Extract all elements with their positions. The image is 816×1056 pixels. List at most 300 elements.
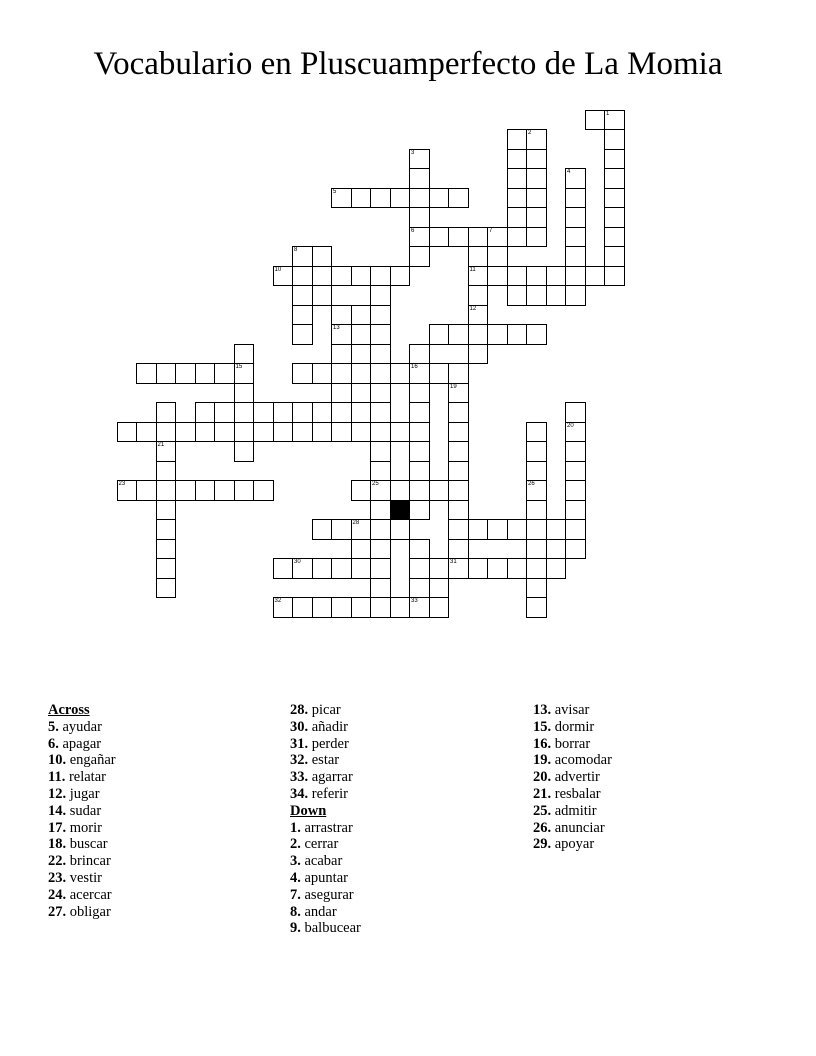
grid-cell[interactable]	[409, 597, 430, 618]
grid-cell[interactable]	[448, 539, 469, 560]
grid-cell[interactable]	[234, 422, 255, 443]
grid-cell[interactable]	[390, 519, 411, 540]
clue-down-item	[533, 752, 612, 769]
grid-cell[interactable]	[156, 402, 177, 423]
grid-cell[interactable]	[409, 402, 430, 423]
clue-text: estar	[311, 752, 340, 769]
cell-number: 15	[235, 364, 243, 370]
clue-number: 9.	[290, 920, 301, 937]
grid-cell[interactable]	[546, 266, 567, 287]
grid-cell[interactable]	[604, 110, 625, 131]
clue-number: 27.	[48, 903, 67, 920]
cell-number: 23	[118, 481, 126, 487]
grid-cell[interactable]	[468, 285, 489, 306]
clue-across-item	[48, 803, 116, 820]
grid-cell[interactable]	[448, 383, 469, 404]
grid-cell[interactable]	[565, 519, 586, 540]
grid-cell[interactable]	[507, 188, 528, 209]
clue-text: asegurar	[304, 886, 354, 903]
cell-number: 1	[606, 110, 610, 117]
grid-cell[interactable]	[429, 558, 450, 579]
clue-number: 13.	[533, 702, 552, 718]
grid-cell[interactable]	[370, 461, 391, 482]
grid-cell[interactable]	[448, 227, 469, 248]
cell-number: 32	[274, 598, 282, 604]
grid-cell[interactable]	[253, 422, 274, 443]
grid-cell[interactable]	[565, 285, 586, 306]
grid-cell[interactable]	[409, 383, 430, 404]
grid-cell[interactable]	[331, 188, 352, 209]
clue-text: resbalar	[554, 785, 601, 802]
grid-cell[interactable]	[234, 383, 255, 404]
grid-cell[interactable]	[214, 402, 235, 423]
grid-cell[interactable]	[156, 422, 177, 443]
grid-cell[interactable]	[370, 558, 391, 579]
clue-number: 8.	[290, 903, 301, 920]
cell-number: 6	[411, 227, 415, 234]
grid-cell[interactable]	[331, 324, 352, 345]
clue-text: ayudar	[62, 718, 102, 735]
grid-cell[interactable]	[292, 597, 313, 618]
grid-cell[interactable]	[526, 441, 547, 462]
cell-number: 33	[411, 598, 418, 604]
grid-cell[interactable]	[565, 266, 586, 287]
grid-cell[interactable]	[175, 480, 196, 501]
grid-cell[interactable]	[448, 324, 469, 345]
grid-cell[interactable]	[312, 558, 333, 579]
grid-cell[interactable]	[526, 207, 547, 228]
grid-cell[interactable]	[507, 149, 528, 170]
grid-cell[interactable]	[331, 519, 352, 540]
grid-cell[interactable]	[448, 422, 469, 443]
grid-cell[interactable]	[468, 324, 489, 345]
grid-cell[interactable]	[370, 441, 391, 462]
grid-cell[interactable]	[370, 266, 391, 287]
grid-cell[interactable]	[526, 578, 547, 599]
grid-cell[interactable]	[292, 422, 313, 443]
grid-cell[interactable]	[175, 422, 196, 443]
grid-cell[interactable]	[292, 285, 313, 306]
grid-cell[interactable]	[409, 207, 430, 228]
grid-cell[interactable]	[156, 480, 177, 501]
grid-cell[interactable]	[117, 480, 138, 501]
grid-cell[interactable]	[214, 480, 235, 501]
grid-cell[interactable]	[331, 363, 352, 384]
grid-cell[interactable]	[312, 597, 333, 618]
grid-cell[interactable]	[253, 402, 274, 423]
grid-cell[interactable]	[156, 558, 177, 579]
grid-cell[interactable]	[370, 519, 391, 540]
clue-text: apuntar	[304, 869, 348, 886]
grid-cell[interactable]	[351, 383, 372, 404]
clue-number: 7.	[290, 886, 301, 903]
grid-cell[interactable]	[292, 402, 313, 423]
grid-cell[interactable]	[195, 480, 216, 501]
grid-cell[interactable]	[156, 578, 177, 599]
grid-cell[interactable]	[565, 402, 586, 423]
grid-cell[interactable]	[370, 539, 391, 560]
clue-number: 12.	[48, 785, 67, 802]
grid-cell[interactable]	[331, 305, 352, 326]
grid-cell[interactable]	[468, 344, 489, 365]
clue-number: 17.	[48, 819, 67, 836]
clue-down-item	[290, 887, 361, 904]
clue-text: acomodar	[554, 752, 612, 769]
clue-across-item	[48, 870, 116, 887]
clue-text: agarrar	[311, 769, 353, 786]
clue-text: obligar	[69, 903, 111, 920]
grid-cell[interactable]	[331, 383, 352, 404]
grid-cell[interactable]	[585, 110, 606, 131]
grid-cell[interactable]	[429, 363, 450, 384]
grid-cell[interactable]	[390, 363, 411, 384]
grid-cell[interactable]	[351, 188, 372, 209]
grid-cell[interactable]	[468, 305, 489, 326]
grid-cell[interactable]	[448, 519, 469, 540]
grid-cell[interactable]	[507, 227, 528, 248]
grid-cell[interactable]	[370, 500, 391, 521]
grid-cell[interactable]	[468, 246, 489, 267]
grid-cell[interactable]	[429, 597, 450, 618]
grid-cell[interactable]	[409, 539, 430, 560]
grid-cell[interactable]	[117, 422, 138, 443]
grid-cell[interactable]	[370, 305, 391, 326]
grid-cell[interactable]	[253, 480, 274, 501]
grid-cell[interactable]	[429, 227, 450, 248]
grid-cell[interactable]	[507, 285, 528, 306]
grid-cell[interactable]	[409, 500, 430, 521]
clue-across-item	[48, 836, 116, 853]
grid-cell[interactable]	[195, 422, 216, 443]
grid-cell[interactable]	[409, 344, 430, 365]
grid-cell[interactable]	[351, 597, 372, 618]
grid-cell[interactable]	[370, 363, 391, 384]
clue-number: 32.	[290, 752, 309, 769]
grid-cell[interactable]	[448, 480, 469, 501]
clue-number: 29.	[533, 836, 552, 853]
clue-number: 18.	[48, 836, 67, 853]
grid-cell[interactable]	[565, 246, 586, 267]
grid-cell[interactable]	[487, 519, 508, 540]
grid-cell[interactable]	[604, 168, 625, 189]
clue-down-item	[290, 904, 361, 921]
grid-cell[interactable]	[526, 324, 547, 345]
clue-number: 14.	[48, 802, 67, 819]
grid-cell[interactable]	[195, 402, 216, 423]
grid-cell[interactable]	[526, 227, 547, 248]
clue-number: 6.	[48, 735, 59, 752]
grid-cell[interactable]	[312, 285, 333, 306]
grid-cell[interactable]	[565, 207, 586, 228]
clue-down-item	[533, 719, 612, 736]
grid-cell[interactable]	[526, 539, 547, 560]
grid-cell[interactable]	[429, 188, 450, 209]
grid-cell[interactable]	[468, 558, 489, 579]
grid-cell[interactable]	[370, 383, 391, 404]
grid-cell[interactable]	[331, 344, 352, 365]
grid-cell[interactable]	[565, 539, 586, 560]
grid-cell[interactable]	[409, 168, 430, 189]
grid-cell[interactable]	[526, 266, 547, 287]
grid-cell[interactable]	[565, 422, 586, 443]
grid-cell[interactable]	[429, 480, 450, 501]
grid-cell[interactable]	[565, 227, 586, 248]
clue-number: 11.	[48, 769, 66, 786]
clue-text: buscar	[69, 836, 108, 853]
grid-cell[interactable]	[195, 363, 216, 384]
grid-cell[interactable]	[604, 227, 625, 248]
grid-cell[interactable]	[409, 363, 430, 384]
clue-number: 5.	[48, 718, 59, 735]
cell-number: 16	[411, 364, 418, 370]
cell-number: 20	[567, 422, 574, 429]
grid-cell[interactable]	[234, 480, 255, 501]
grid-cell[interactable]	[565, 480, 586, 501]
clue-number: 15.	[533, 718, 552, 735]
grid-cell[interactable]	[390, 422, 411, 443]
grid-cell[interactable]	[292, 324, 313, 345]
grid-cell[interactable]	[448, 500, 469, 521]
grid-cell[interactable]	[351, 324, 372, 345]
grid-cell[interactable]	[409, 422, 430, 443]
clue-number: 23.	[48, 869, 67, 886]
clue-text: cerrar	[304, 836, 339, 853]
grid-cell[interactable]	[312, 422, 333, 443]
grid-cell[interactable]	[351, 519, 372, 540]
grid-cell[interactable]	[273, 558, 294, 579]
grid-cell[interactable]	[546, 519, 567, 540]
grid-cell[interactable]	[292, 558, 313, 579]
clue-across-item	[290, 719, 361, 736]
grid-cell[interactable]	[234, 344, 255, 365]
clue-text: admitir	[554, 802, 597, 819]
grid-cell[interactable]	[331, 266, 352, 287]
clue-text: arrastrar	[304, 819, 353, 836]
grid-cell[interactable]	[273, 422, 294, 443]
clue-number: 21.	[533, 785, 552, 802]
grid-cell[interactable]	[409, 578, 430, 599]
grid-cell[interactable]	[370, 422, 391, 443]
grid-cell[interactable]	[565, 168, 586, 189]
grid-cell[interactable]	[136, 422, 157, 443]
clue-across-item	[48, 887, 116, 904]
grid-cell[interactable]	[273, 402, 294, 423]
grid-cell[interactable]	[565, 500, 586, 521]
cell-number: 7	[489, 227, 493, 234]
grid-cell[interactable]	[409, 480, 430, 501]
clue-across-item	[48, 736, 116, 753]
grid-cell[interactable]	[526, 519, 547, 540]
clue-text: balbucear	[304, 920, 361, 937]
grid-cell[interactable]	[409, 227, 430, 248]
grid-cell[interactable]	[448, 188, 469, 209]
grid-cell[interactable]	[526, 461, 547, 482]
grid-block	[390, 500, 411, 521]
grid-cell[interactable]	[370, 480, 391, 501]
grid-cell[interactable]	[565, 188, 586, 209]
grid-cell[interactable]	[448, 441, 469, 462]
grid-cell[interactable]	[507, 129, 528, 150]
grid-cell[interactable]	[604, 129, 625, 150]
clue-text: jugar	[69, 785, 100, 802]
grid-cell[interactable]	[351, 539, 372, 560]
clue-text: dormir	[554, 718, 595, 735]
grid-cell[interactable]	[390, 188, 411, 209]
clue-number: 24.	[48, 886, 67, 903]
clue-down-item	[533, 769, 612, 786]
grid-cell[interactable]	[409, 188, 430, 209]
grid-cell[interactable]	[448, 461, 469, 482]
grid-cell[interactable]	[487, 246, 508, 267]
grid-cell[interactable]	[429, 578, 450, 599]
cell-number: 10	[274, 266, 282, 273]
grid-cell[interactable]	[604, 266, 625, 287]
grid-cell[interactable]	[273, 597, 294, 618]
clue-number: 30.	[290, 718, 309, 735]
grid-cell[interactable]	[468, 227, 489, 248]
grid-cell[interactable]	[370, 285, 391, 306]
grid-cell[interactable]	[390, 480, 411, 501]
grid-cell[interactable]	[448, 558, 469, 579]
grid-cell[interactable]	[585, 266, 606, 287]
grid-cell[interactable]	[312, 363, 333, 384]
grid-cell[interactable]	[448, 402, 469, 423]
grid-cell[interactable]	[331, 402, 352, 423]
grid-cell[interactable]	[292, 363, 313, 384]
grid-cell[interactable]	[409, 461, 430, 482]
grid-cell[interactable]	[370, 578, 391, 599]
grid-cell[interactable]	[351, 422, 372, 443]
clue-down-item	[533, 702, 612, 719]
grid-cell[interactable]	[156, 500, 177, 521]
cell-number: 21	[157, 442, 165, 448]
grid-cell[interactable]	[312, 246, 333, 267]
grid-cell[interactable]	[604, 188, 625, 209]
grid-cell[interactable]	[136, 480, 157, 501]
grid-cell[interactable]	[507, 558, 528, 579]
grid-cell[interactable]	[312, 519, 333, 540]
grid-cell[interactable]	[214, 422, 235, 443]
grid-cell[interactable]	[312, 266, 333, 287]
clue-text: apoyar	[554, 836, 595, 853]
grid-cell[interactable]	[175, 363, 196, 384]
grid-cell[interactable]	[351, 266, 372, 287]
grid-cell[interactable]	[234, 363, 255, 384]
grid-cell[interactable]	[565, 461, 586, 482]
grid-cell[interactable]	[546, 558, 567, 579]
grid-cell[interactable]	[526, 558, 547, 579]
grid-cell[interactable]	[331, 558, 352, 579]
grid-cell[interactable]	[448, 363, 469, 384]
grid-cell[interactable]	[370, 344, 391, 365]
grid-cell[interactable]	[565, 441, 586, 462]
grid-cell[interactable]	[487, 558, 508, 579]
grid-cell[interactable]	[331, 597, 352, 618]
grid-cell[interactable]	[370, 402, 391, 423]
grid-cell[interactable]	[351, 480, 372, 501]
clue-text: apagar	[62, 735, 102, 752]
grid-cell[interactable]	[526, 168, 547, 189]
grid-cell[interactable]	[526, 149, 547, 170]
grid-cell[interactable]	[156, 441, 177, 462]
clue-down-item	[290, 920, 361, 937]
grid-cell[interactable]	[487, 324, 508, 345]
grid-cell[interactable]	[526, 422, 547, 443]
grid-cell[interactable]	[526, 480, 547, 501]
grid-cell[interactable]	[156, 363, 177, 384]
grid-cell[interactable]	[526, 129, 547, 150]
grid-cell[interactable]	[409, 149, 430, 170]
clue-number: 16.	[533, 735, 552, 752]
grid-cell[interactable]	[370, 324, 391, 345]
clue-text: perder	[311, 735, 349, 752]
grid-cell[interactable]	[507, 266, 528, 287]
grid-cell[interactable]	[351, 558, 372, 579]
clue-across-item	[48, 904, 116, 921]
grid-cell[interactable]	[370, 597, 391, 618]
grid-cell[interactable]	[370, 188, 391, 209]
grid-cell[interactable]	[546, 285, 567, 306]
grid-cell[interactable]	[526, 285, 547, 306]
grid-cell[interactable]	[507, 207, 528, 228]
clue-number: 25.	[533, 802, 552, 819]
clue-down-item	[533, 736, 612, 753]
grid-cell[interactable]	[234, 402, 255, 423]
grid-cell[interactable]	[429, 324, 450, 345]
grid-cell[interactable]	[351, 402, 372, 423]
grid-cell[interactable]	[292, 266, 313, 287]
grid-cell[interactable]	[156, 519, 177, 540]
grid-cell[interactable]	[468, 266, 489, 287]
grid-cell[interactable]	[331, 422, 352, 443]
grid-cell[interactable]	[526, 597, 547, 618]
grid-cell[interactable]	[604, 246, 625, 267]
grid-cell[interactable]	[507, 324, 528, 345]
grid-cell[interactable]	[156, 461, 177, 482]
grid-cell[interactable]	[409, 441, 430, 462]
grid-cell[interactable]	[351, 344, 372, 365]
grid-cell[interactable]	[487, 227, 508, 248]
grid-cell[interactable]	[604, 207, 625, 228]
grid-cell[interactable]	[409, 246, 430, 267]
grid-cell[interactable]	[136, 363, 157, 384]
grid-cell[interactable]	[312, 402, 333, 423]
grid-cell[interactable]	[526, 188, 547, 209]
cell-number: 5	[333, 188, 337, 195]
grid-cell[interactable]	[390, 597, 411, 618]
grid-cell[interactable]	[507, 519, 528, 540]
grid-cell[interactable]	[273, 266, 294, 287]
clue-down-item	[533, 803, 612, 820]
grid-cell[interactable]	[487, 266, 508, 287]
down-heading: Down	[290, 802, 327, 819]
clue-across-item	[290, 702, 361, 719]
grid-cell[interactable]	[507, 168, 528, 189]
grid-cell[interactable]	[234, 441, 255, 462]
grid-cell[interactable]	[214, 363, 235, 384]
grid-cell[interactable]	[351, 305, 372, 326]
grid-cell[interactable]	[390, 266, 411, 287]
grid-cell[interactable]	[156, 539, 177, 560]
grid-cell[interactable]	[526, 500, 547, 521]
grid-cell[interactable]	[468, 519, 489, 540]
grid-cell[interactable]	[604, 149, 625, 170]
clue-text: añadir	[311, 718, 348, 735]
grid-cell[interactable]	[292, 246, 313, 267]
grid-cell[interactable]	[351, 363, 372, 384]
grid-cell[interactable]	[292, 305, 313, 326]
grid-cell[interactable]	[409, 558, 430, 579]
